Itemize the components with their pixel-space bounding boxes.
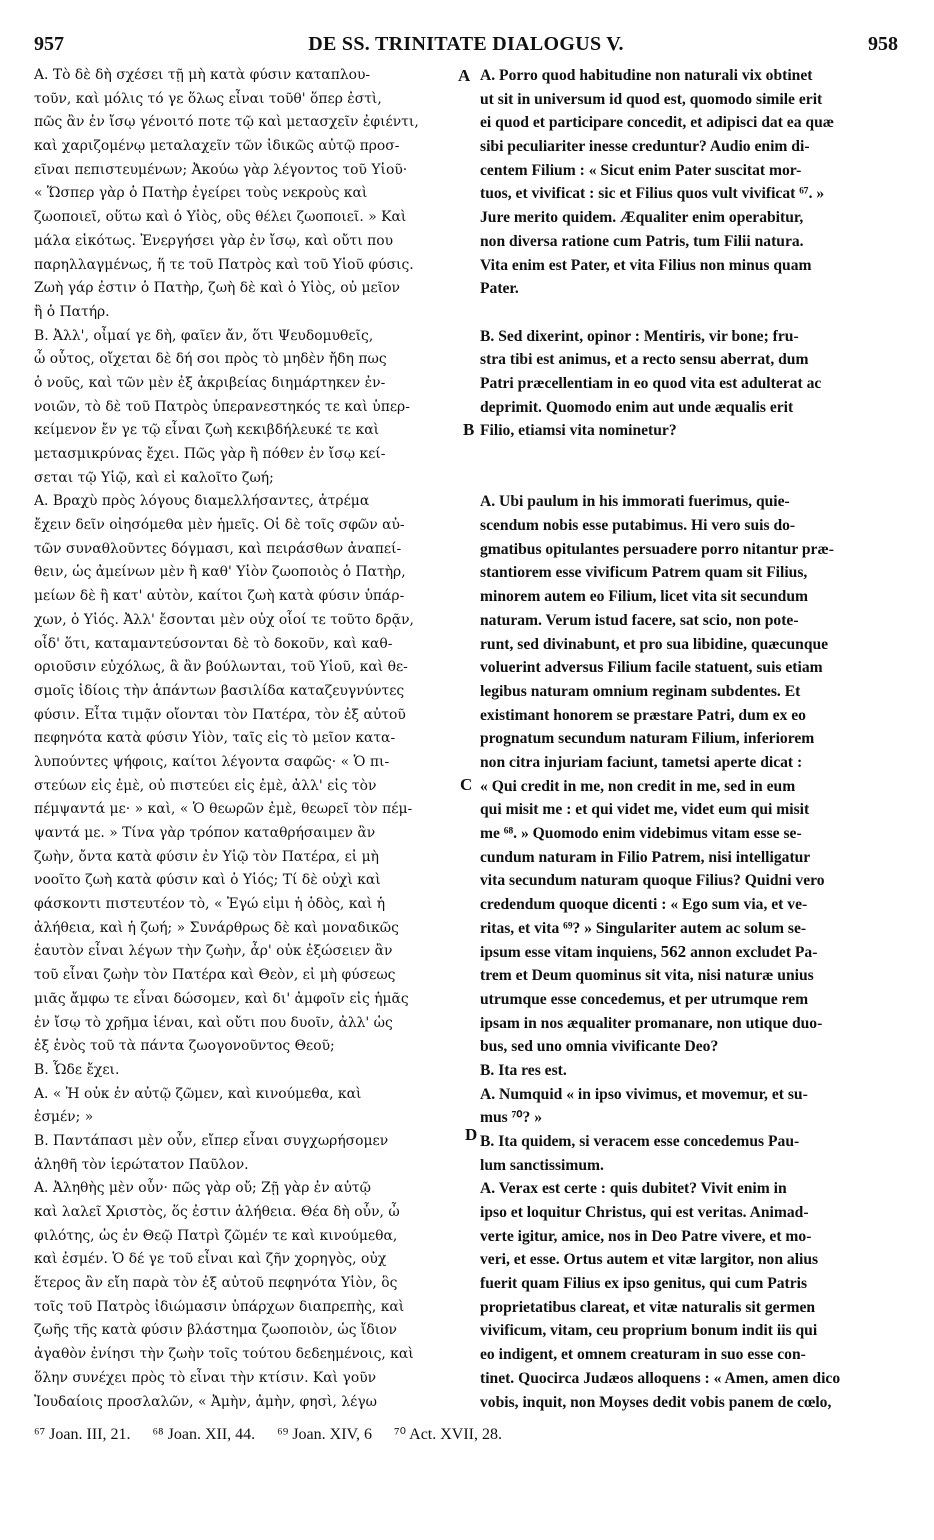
greek-line: ἐξ ἑνὸς τοῦ τὰ πάντα ζωογονοῦντος Θεοῦ; (34, 1038, 335, 1055)
greek-line: λυπούντες ψήφοις, καίτοι λέγοντα σαφῶς· « Ὁ πι- (34, 753, 390, 770)
latin-line: deprimit. Quomodo enim aut unde æqualis erit (480, 398, 794, 416)
latin-line: « Qui credit in me, non credit in me, sed in eum (480, 777, 796, 795)
footnote: ⁶⁸ Joan. XII, 44. (152, 1426, 256, 1443)
latin-line (480, 443, 900, 467)
latin-line: ei quod et participare concedit, et adipisci dat ea quæ (480, 114, 835, 132)
greek-line: Β. Ὧδε ἔχει. (34, 1061, 120, 1078)
greek-line: ἐν ἴσῳ τὸ χρῆμα ἰέναι, καὶ οὔτι που δυοῖν, ἀλλ' ὡς (34, 1014, 393, 1031)
latin-line: eo indigent, et omnem creaturam in suo esse con- (480, 1346, 806, 1364)
latin-line: mus ⁷⁰? » (480, 1109, 543, 1127)
latin-line: A. Porro quod habitudine non naturali vix obtinet (480, 67, 813, 84)
latin-line: naturam. Verum istud facere, sat scio, non pote- (480, 611, 799, 629)
margin-letter-c: C (460, 775, 473, 794)
latin-line: sibi peculiariter inesse creduntur? Audio enim di- (480, 138, 810, 156)
greek-line: ἢ ὁ Πατήρ. (34, 303, 110, 320)
latin-line (480, 301, 900, 325)
latin-line: tuos, et vivificat : sic et Filius quos vult vivificat ⁶⁷. » (480, 185, 825, 203)
greek-line: παρηλλαγμένως, ἥ τε τοῦ Πατρὸς καὶ τοῦ Υἱοῦ φύσις. (34, 256, 414, 273)
greek-line: μείων δὲ ἢ κατ' αὐτὸν, καίτοι ζωὴ κατὰ φύσιν ὑπάρ- (34, 588, 405, 605)
latin-line (480, 467, 900, 491)
latin-line: stantiorem esse vivificum Patrem quam sit Filius, (480, 564, 808, 582)
greek-line: μετασμικρύνας ἔχει. Πῶς γὰρ ἢ πόθεν ἐν ἴσῳ κεί- (34, 446, 386, 462)
greek-line: κείμενον ἔν γε τῷ εἶναι ζωὴ κεκιβδήλευκέ τε καὶ (34, 422, 380, 439)
latin-column (480, 64, 900, 1414)
latin-line: ipsam in nos æqualiter promanare, non utique duo- (480, 1014, 823, 1032)
latin-line: B. Sed dixerint, opinor : Mentiris, vir bone; fru- (480, 327, 799, 345)
latin-line: vobis, inquit, non Moyses dedit vobis panem de cœlo, (480, 1393, 832, 1411)
latin-line: Filio, etiamsi vita nominetur? (480, 422, 677, 440)
latin-line: lum sanctissimum. (480, 1156, 604, 1174)
greek-line: τοῦ εἶναι ζωὴν τὸν Πατέρα καὶ Θεὸν, εἰ μὴ φύσεως (34, 967, 396, 984)
latin-line (480, 940, 900, 964)
latin-line: gmatibus opitulantes persuadere porro nitantur præ- (480, 540, 834, 558)
greek-line: χων, ὁ Υἱός. Ἀλλ' ἔσονται μὲν οὐχ οἷοί τε τοῦτο δρᾷν, (34, 611, 414, 628)
latin-line: B. Ita quidem, si veracem esse concedemus Pau- (480, 1132, 800, 1150)
latin-line: vivificum, vitam, ceu proprium bonum indit iis qui (480, 1322, 818, 1340)
greek-line: ἐσμέν; » (34, 1109, 94, 1126)
greek-line: πέμψαντά με· » καὶ, « Ὁ θεωρῶν ἐμὲ, θεωρεῖ τὸν πέμ- (34, 801, 413, 818)
greek-line: θειν, ὡς ἀμείνων μὲν ἢ καθ' Υἱὸν ζωοποιὸς ὁ Πατὴρ, (34, 564, 406, 581)
greek-line: τοῦν, καὶ μόλις τό γε ὅλως εἶναι τοῦθ' ὅπερ ἐστὶ, (34, 90, 382, 107)
greek-line: Ζωὴ γάρ ἐστιν ὁ Πατὴρ, ζωὴ δὲ καὶ ὁ Υἱὸς, οὐ μεῖον (34, 280, 400, 297)
latin-line: non diversa ratione cum Patris, tum Filii natura. (480, 232, 804, 250)
latin-line: vita secundum naturam quoque Filius? Quidni vero (480, 872, 825, 890)
greek-line: πῶς ἂν ἐν ἴσῳ γένοιτό ποτε τῷ καὶ μετασχεῖν ἐφιέντι, (34, 114, 419, 131)
latin-line: cundum naturam in Filio Patrem, nisi intelligatur (480, 848, 811, 866)
footnote: ⁶⁹ Joan. XIV, 6 (277, 1426, 373, 1443)
latin-line: ritas, et vita ⁶⁹? » Singulariter autem ac solum se- (480, 919, 807, 937)
latin-line: stra tibi est animus, et a recto sensu aberrat, dum (480, 351, 809, 369)
greek-line: Ἰουδαίοις προσλαλῶν, « Ἀμὴν, ἀμὴν, φησὶ, λέγω (34, 1393, 377, 1410)
latin-line: A. Numquid « in ipso vivimus, et movemur, et su- (480, 1085, 808, 1103)
latin-line: credendum quoque dicenti : « Ego sum via, et ve- (480, 896, 808, 914)
latin-line: non citra injuriam faciunt, tametsi aperte dicat : (480, 753, 803, 771)
greek-line: πεφηνότα κατὰ φύσιν Υἱὸν, ταῖς εἰς τὸ μεῖον κατα- (34, 730, 396, 747)
latin-line: proprietatibus clareat, et vitæ naturalis sit germen (480, 1298, 816, 1316)
latin-line: veri, et esse. Ortus autem et vitæ largitor, non alius (480, 1251, 819, 1269)
greek-line: Α. Βραχὺ πρὸς λόγους διαμελλήσαντες, ἀτρέμα (34, 493, 370, 510)
margin-letter-d: D (465, 1125, 478, 1144)
greek-line: « Ὥσπερ γὰρ ὁ Πατὴρ ἐγείρει τοὺς νεκροὺς καὶ (34, 185, 368, 202)
greek-line: σμοῖς ἰδίοις τὴν ἁπάντων βασιλίδα καταζευγνύντες (34, 682, 405, 699)
latin-line: tinet. Quocirca Judæos alloquens : « Amen, amen dico (480, 1369, 841, 1387)
latin-line-text: annon excludet Pa- (686, 944, 818, 962)
latin-line: utrumque esse concedemus, et per utrumque rem (480, 990, 809, 1008)
greek-line: νοοῖτο ζωὴ κατὰ φύσιν καὶ ὁ Υἱός; Τί δὲ οὐχὶ καὶ (34, 872, 381, 889)
greek-line: τῶν συναθλοῦντες δόγμασι, καὶ πειράσθων ἀναπεί- (34, 540, 402, 557)
greek-line: ζωῆς τῆς κατὰ φύσιν βλάστημα ζωοποιὸν, ὡς ἴδιον (34, 1322, 397, 1339)
greek-line: ὦ οὗτος, οἴχεται δὲ δή σοι πρὸς τὸ μηδὲν ἤδη πως (34, 351, 387, 368)
greek-line: φύσιν. Εἶτα τιμᾷν οἴονται τὸν Πατέρα, τὸν ἐξ αὐτοῦ (34, 706, 406, 723)
running-header (34, 33, 898, 59)
latin-line: Pater. (480, 280, 519, 298)
latin-line: Vita enim est Pater, et vita Filius non minus quam (480, 256, 812, 274)
latin-line-text: ipsum esse vitam inquiens, (480, 944, 661, 962)
margin-letter-a: A (458, 66, 471, 85)
latin-line: scendum nobis esse putabimus. Hi vero suis do- (480, 517, 796, 535)
greek-line: Β. Παντάπασι μὲν οὖν, εἴπερ εἶναι συγχωρήσομεν (34, 1132, 389, 1149)
page-number-left: 957 (34, 33, 64, 55)
greek-line: μιᾶς ἄμφω τε εἶναι δώσομεν, καὶ δι' ἀμφοῖν εἰς ἡμᾶς (34, 990, 409, 1007)
page-number-right: 958 (868, 33, 898, 55)
latin-line: existimant honorem se præstare Patri, dum ex eo (480, 706, 806, 724)
latin-line: A. Ubi paulum in his immorati fuerimus, quie- (480, 493, 790, 511)
latin-line: qui misit me : et qui videt me, videt eum qui misit (480, 801, 810, 819)
page-title: DE SS. TRINITATE DIALOGUS V. (308, 33, 624, 55)
greek-line: καὶ χαριζομένῳ μεταλαχεῖν τῶν ἰδικῶς αὐτῷ προσ- (34, 138, 400, 155)
latin-line: prognatum secundum naturam Filium, inferiorem (480, 730, 815, 748)
greek-line: ζωὴν, ὄντα κατὰ φύσιν ἐν Υἱῷ τὸν Πατέρα, εἰ μὴ (34, 848, 379, 865)
greek-line: φιλότης, ὡς ἐν Θεῷ Πατρὶ ζῶμέν τε καὶ κινούμεθα, (34, 1227, 398, 1244)
greek-line: καὶ ἐσμέν. Ὁ δέ γε τοῦ εἶναι καὶ ζῆν χορηγὸς, οὐχ (34, 1251, 387, 1268)
greek-line: μάλα εἰκότως. Ἐνεργήσει γὰρ ἐν ἴσῳ, καὶ οὔτι που (34, 232, 394, 249)
greek-line: οριοῦσιν εὐχόλως, ἃ ἂν βούλωνται, τοῦ Υἱοῦ, καὶ θε- (34, 659, 408, 676)
greek-line: ἑαυτὸν εἶναι λέγων τὴν ζωὴν, ἆρ' οὐκ ἐξώσειεν ἂν (34, 943, 393, 960)
greek-line: εῖναι πεπιστευμένων; Ἀκούω γὰρ λέγοντος τοῦ Υἱοῦ· (34, 161, 408, 178)
latin-line: verte igitur, amice, nos in Deo Patre vivere, et mo- (480, 1227, 812, 1245)
latin-line: centem Filium : « Sicut enim Pater suscitat mor- (480, 161, 802, 179)
greek-line: ὅλην συνέχει πρὸς τὸ εἶναι τὴν κτίσιν. Καὶ γοῦν (34, 1369, 377, 1386)
latin-line: trem et Deum quominus sit vita, nisi naturæ unius (480, 967, 814, 985)
latin-line: B. Ita res est. (480, 1061, 567, 1079)
greek-line: ἀληθῆ τὸν ἱερώτατον Παῦλον. (34, 1156, 249, 1173)
greek-line: ζωοποιεῖ, οὕτω καὶ ὁ Υἱὸς, οὓς θέλει ζωοποιεῖ. » Καὶ (34, 209, 407, 226)
latin-line: ipso et loquitur Christus, qui est veritas. Animad- (480, 1204, 809, 1221)
greek-line: οἶδ' ὅτι, καταμαντεύσονται δὲ τὸ δοκοῦν, καὶ καθ- (34, 635, 393, 652)
latin-line: fuerit quam Filius ex ipso genitus, qui cum Patris (480, 1275, 808, 1293)
latin-line: me ⁶⁸. » Quomodo enim videbimus vitam esse se- (480, 825, 802, 842)
greek-line: Β. Ἀλλ', οἶμαί γε δὴ, φαῖεν ἄν, ὅτι Ψευδομυθεῖς, (34, 327, 374, 344)
greek-line: ἕτερος ἂν εἴη παρὰ τὸν ἐξ αὐτοῦ πεφηνότα Υἱὸν, ὃς (34, 1275, 398, 1292)
greek-line: φάσκοντι πιστευτέον τὸ, « Ἐγώ εἰμι ἡ ὁδὸς, καὶ ἡ (34, 896, 386, 913)
footnotes (34, 1424, 898, 1448)
latin-line: Jure merito quidem. Æqualiter enim operabitur, (480, 209, 804, 227)
greek-line: Α. « Ἡ οὐκ ἐν αὐτῷ ζῶμεν, καὶ κινούμεθα, καὶ (34, 1085, 362, 1102)
latin-line: minorem autem eo Filium, licet vita sit secundum (480, 588, 809, 606)
footnote: ⁶⁷ Joan. III, 21. (34, 1426, 131, 1443)
greek-line: ἔχειν δεῖν οἰησόμεθα μὲν ἡμεῖς. Οἱ δὲ τοῖς σφῶν αὐ- (34, 517, 405, 534)
latin-line: legibus naturam omnium reginam subdentes. Et (480, 682, 801, 700)
latin-line: voluerint adversus Filium facile statuent, suis etiam (480, 659, 823, 677)
greek-line: ἀλήθεια, καὶ ἡ ζωή; » Συνάρθρως δὲ καὶ μοναδικῶς (34, 919, 399, 936)
greek-line: στεύων εἰς ἐμὲ, οὐ πιστεύει εἰς ἐμὲ, ἀλλ' εἰς τὸν (34, 777, 377, 794)
greek-line: Α. Τὸ δὲ δὴ σχέσει τῇ μὴ κατὰ φύσιν καταπλου- (34, 67, 371, 83)
greek-column (34, 64, 460, 1414)
greek-line: ἀγαθὸν ἐνίησι τὴν ζωὴν τοῖς τούτου δεδεημένοις, καὶ (34, 1346, 414, 1363)
greek-line: Α. Ἀληθὴς μὲν οὖν· πῶς γὰρ οὔ; Ζῇ γὰρ ἐν αὐτῷ (34, 1180, 371, 1197)
margin-letter-b: B (463, 420, 475, 439)
greek-line: νοιῶν, τὸ δὲ τοῦ Πατρὸς ὑπερανεστηκός τε καὶ ὑπερ- (34, 398, 410, 415)
latin-line: A. Verax est certe : quis dubitet? Vivit enim in (480, 1180, 787, 1198)
greek-line: τοῖς τοῦ Πατρὸς ἰδιώμασιν ὑπάρχων διαπρεπὴς, καὶ (34, 1298, 405, 1315)
column-number: 562 (660, 942, 687, 962)
latin-line: runt, sed divinabunt, et pro sua libidine, quæcunque (480, 635, 829, 653)
footnote: ⁷⁰ Act. XVII, 28. (394, 1426, 503, 1443)
greek-line: σεται τῷ Υἱῷ, καὶ εἰ καλοῖτο ζωή; (34, 469, 274, 486)
latin-line: bus, sed uno omnia vivificante Deo? (480, 1038, 719, 1056)
latin-line: ut sit in universum id quod est, quomodo simile erit (480, 90, 823, 108)
latin-line: Patri præcellentiam in eo quod vita est adulterat ac (480, 374, 822, 392)
greek-line: καὶ λαλεῖ Χριστὸς, ὅς ἐστιν ἀλήθεια. Θέα δὴ οὖν, ὦ (34, 1204, 400, 1220)
greek-line: ὁ νοῦς, καὶ τῶν μὲν ἐξ ἀκριβείας διημάρτηκεν ἐν- (34, 374, 386, 391)
greek-line: ψαντά με. » Τίνα γὰρ τρόπον καταθρήσαιμεν ἂν (34, 825, 376, 841)
